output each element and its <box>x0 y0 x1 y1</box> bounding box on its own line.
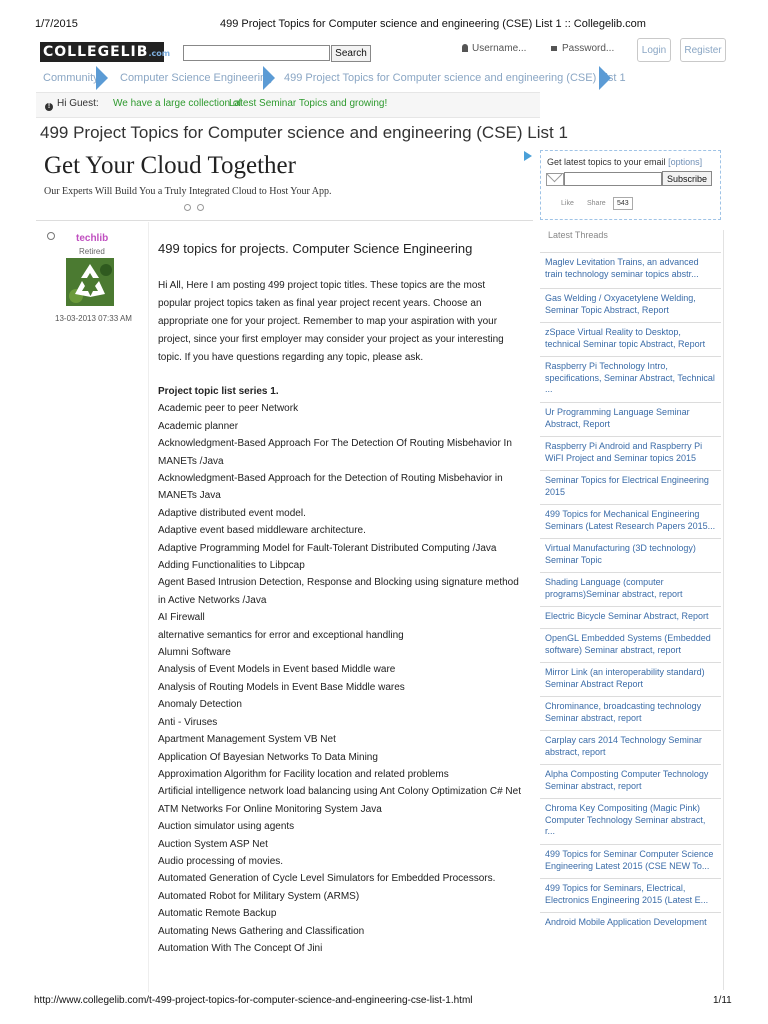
latest-threads-heading: Latest Threads <box>548 230 608 240</box>
topic-item: Adaptive distributed event model. <box>158 507 306 519</box>
page-title: 499 Project Topics for Computer science and engineering (CSE) List 1 <box>40 123 568 142</box>
topic-item: Anti - Viruses <box>158 716 218 728</box>
search-input[interactable] <box>183 45 330 61</box>
username-field[interactable]: Username... <box>462 43 526 54</box>
thread-link[interactable]: Virtual Manufacturing (3D technology) Seminar Topic <box>540 538 721 572</box>
notice-text: We have a large collection of <box>113 98 242 109</box>
user-icon <box>462 44 468 52</box>
print-date: 1/7/2015 <box>35 18 78 30</box>
post-author[interactable]: techlib <box>76 233 109 244</box>
email-options-link[interactable]: [options] <box>668 157 703 167</box>
thread-link[interactable]: Electric Bicycle Seminar Abstract, Report <box>540 606 721 628</box>
chevron-right-icon <box>599 66 611 90</box>
sidebar-border <box>723 230 724 990</box>
thread-link[interactable]: 499 Topics for Seminars, Electrical, Electronics Engineering 2015 (Latest E... <box>540 878 721 912</box>
post-divider <box>36 220 533 221</box>
thread-link[interactable]: Carplay cars 2014 Technology Seminar abstract, report <box>540 730 721 764</box>
search-button[interactable]: Search <box>331 45 371 62</box>
chevron-right-icon <box>96 66 108 90</box>
topic-item: Automatic Remote Backup <box>158 908 277 920</box>
thread-link[interactable]: Gas Welding / Oxyacetylene Welding, Seminar Topic Abstract, Report <box>540 288 721 322</box>
topic-item: Analysis of Routing Models in Event Base Middle wares <box>158 681 405 693</box>
thread-link[interactable]: Alpha Composting Computer Technology Seminar abstract, report <box>540 764 721 798</box>
topic-item: Agent Based Intrusion Detection, Response and Blocking using signature method in Active Networks /Java <box>158 577 519 606</box>
thread-link[interactable]: Ur Programming Language Seminar Abstract, Report <box>540 402 721 436</box>
topic-item: Approximation Algorithm for Facility location and related problems <box>158 768 449 780</box>
thread-link[interactable]: Seminar Topics for Electrical Engineering 2015 <box>540 470 721 504</box>
breadcrumb-community[interactable]: Community <box>43 72 99 84</box>
topic-item: Alumni Software <box>158 647 231 659</box>
topic-item: Automated Generation of Cycle Level Simulators for Embedded Processors. <box>158 873 496 885</box>
topic-item: AI Firewall <box>158 612 205 624</box>
recycle-icon[interactable] <box>66 258 114 306</box>
thread-link[interactable]: Mirror Link (an interoperability standard) Seminar Abstract Report <box>540 662 721 696</box>
topic-item: Analysis of Event Models in Event based Middle ware <box>158 664 396 676</box>
post-date: 13-03-2013 07:33 AM <box>55 314 132 323</box>
envelope-icon <box>546 173 564 186</box>
topic-item: Automation With The Concept Of Jini <box>158 942 323 954</box>
topic-item: Academic planner <box>158 420 239 432</box>
lock-icon <box>551 46 557 51</box>
post-body: Hi All, Here I am posting 499 project topic titles. These topics are the most popular project topics taken as final year project recent years. Choose an appropriate one for your project. Remember to map your aspiration with your project, since your first employer may consider your project as your interesting topic. If you have questions regarding any topic, please ask. <box>158 280 504 363</box>
login-button[interactable]: Login <box>637 38 671 62</box>
topic-item: Audio processing of movies. <box>158 855 284 867</box>
topic-item: Acknowledgment-Based Approach for the Detection of Routing Misbehavior in MANETs Java <box>158 473 503 502</box>
thread-link[interactable]: zSpace Virtual Reality to Desktop, technical Seminar topic Abstract, Report <box>540 322 721 356</box>
topic-item: Application Of Bayesian Networks To Data Mining <box>158 751 378 763</box>
email-subscribe-label: Get latest topics to your email [options] <box>547 157 703 167</box>
guest-notice: ! Hi Guest: We have a large collection of Latest Seminar Topics and growing! <box>36 92 540 118</box>
notice-greeting: Hi Guest: <box>57 98 99 109</box>
topic-list-heading: Project topic list series 1. <box>158 386 279 397</box>
topic-item: Acknowledgment-Based Approach For The Detection Of Routing Misbehavior In MANETs /Java <box>158 438 512 467</box>
ad-title[interactable]: Get Your Cloud Together <box>44 152 296 179</box>
topic-item: Auction System ASP Net <box>158 838 268 850</box>
thread-link[interactable]: Raspberry Pi Android and Raspberry Pi WiFI Project and Seminar topics 2015 <box>540 436 721 470</box>
topic-item: Adaptive Programming Model for Fault-Tolerant Distributed Computing /Java <box>158 542 497 554</box>
thread-link[interactable]: Maglev Levitation Trains, an advanced train technology seminar topics abstr... <box>540 252 721 288</box>
password-field[interactable]: Password... <box>551 43 614 54</box>
breadcrumb-current[interactable]: 499 Project Topics for Computer science and engineering (CSE) List 1 <box>284 72 626 84</box>
site-logo[interactable]: COLLEGELIB.com <box>40 42 164 62</box>
thread-link[interactable]: Raspberry Pi Technology Intro, specifications, Seminar Abstract, Technical ... <box>540 356 721 402</box>
like-button[interactable]: Like <box>561 200 574 207</box>
subscribe-button[interactable]: Subscribe <box>662 171 712 186</box>
topic-list <box>158 383 523 957</box>
online-status-icon <box>47 232 55 240</box>
topic-item: Apartment Management System VB Net <box>158 734 336 746</box>
share-button[interactable]: Share <box>587 200 606 207</box>
thread-link[interactable]: Chrominance, broadcasting technology Seminar abstract, report <box>540 696 721 730</box>
email-input[interactable] <box>564 172 662 186</box>
post-column-divider <box>148 222 149 992</box>
thread-link[interactable]: 499 Topics for Mechanical Engineering Seminars (Latest Research Papers 2015... <box>540 504 721 538</box>
topic-item: Automating News Gathering and Classification <box>158 925 365 937</box>
author-role: Retired <box>79 247 105 256</box>
share-count: 543 <box>613 197 633 210</box>
thread-link[interactable]: OpenGL Embedded Systems (Embedded software) Seminar abstract, report <box>540 628 721 662</box>
chevron-right-icon <box>263 66 275 90</box>
breadcrumb-category[interactable]: Computer Science Engineering <box>120 72 273 84</box>
ad-subtitle[interactable]: Our Experts Will Build You a Truly Integrated Cloud to Host Your App. <box>44 186 332 197</box>
topic-item: Adaptive event based middleware architecture. <box>158 525 366 537</box>
adchoices-icon[interactable] <box>524 151 532 161</box>
print-url: http://www.collegelib.com/t-499-project-topics-for-computer-science-and-engineering-cse-list-1.html <box>34 995 473 1006</box>
notice-link[interactable]: Latest Seminar Topics and growing! <box>229 98 388 109</box>
breadcrumb <box>36 66 696 90</box>
register-button[interactable]: Register <box>680 38 726 62</box>
thread-link[interactable]: Chroma Key Compositing (Magic Pink) Computer Technology Seminar abstract, r... <box>540 798 721 844</box>
thread-link[interactable]: Shading Language (computer programs)Seminar abstract, report <box>540 572 721 606</box>
carousel-dot[interactable] <box>197 204 204 211</box>
topic-item: Anomaly Detection <box>158 699 242 711</box>
carousel-dot[interactable] <box>184 204 191 211</box>
print-title: 499 Project Topics for Computer science and engineering (CSE) List 1 :: Collegelib.com <box>220 18 646 30</box>
topic-item: Academic peer to peer Network <box>158 403 299 415</box>
topic-item: Adding Functionalities to Libpcap <box>158 560 305 572</box>
topic-item: Automated Robot for Military System (ARMS) <box>158 890 360 902</box>
topic-item: Auction simulator using agents <box>158 821 295 833</box>
topic-item: Artificial intelligence network load balancing using Ant Colony Optimization C# Net <box>158 786 521 798</box>
topic-item: alternative semantics for error and exceptional handling <box>158 629 404 641</box>
thread-link[interactable]: Android Mobile Application Development <box>540 912 721 934</box>
print-page-number: 1/11 <box>713 995 732 1006</box>
thread-link[interactable]: 499 Topics for Seminar Computer Science Engineering Latest 2015 (CSE NEW To... <box>540 844 721 878</box>
topic-item: ATM Networks For Online Monitoring System Java <box>158 803 382 815</box>
post-heading: 499 topics for projects. Computer Science Engineering <box>158 241 473 256</box>
